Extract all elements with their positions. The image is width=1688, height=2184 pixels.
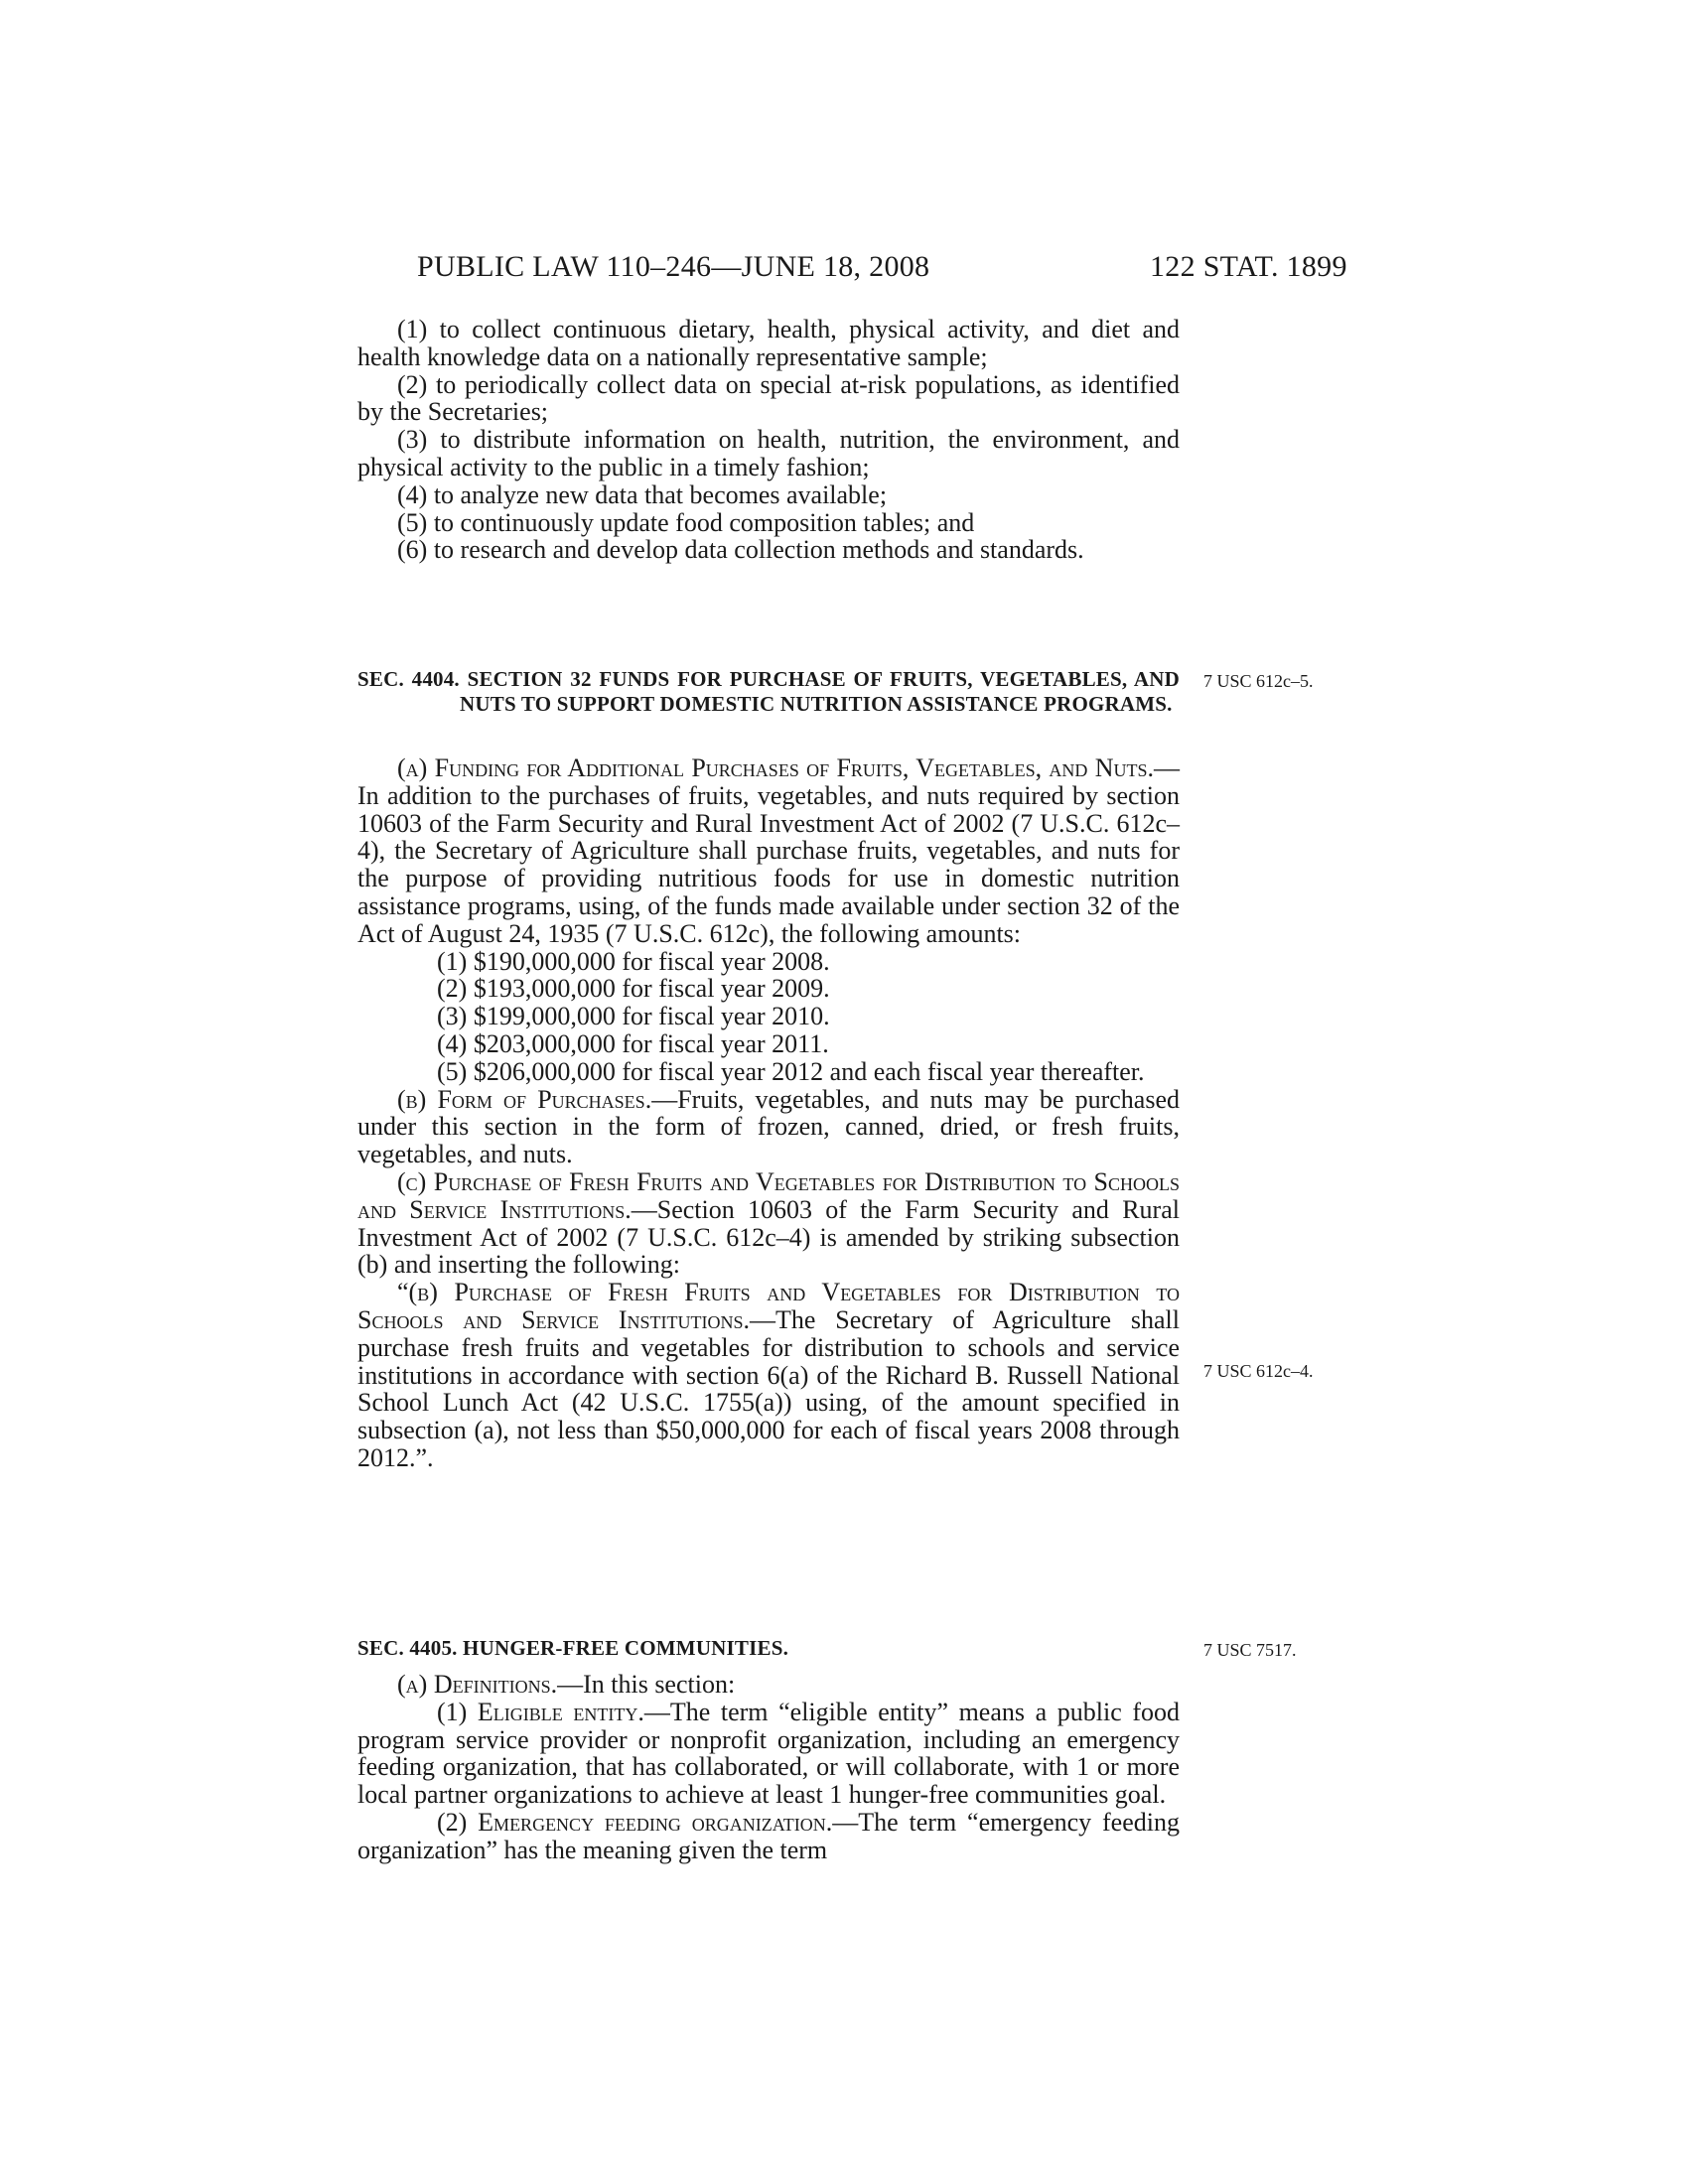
subsection-b bbox=[357, 1086, 1180, 1168]
list-item: (6) to research and develop data collection methods and standards. bbox=[397, 535, 1084, 565]
section-4405-heading-block bbox=[357, 1636, 1180, 1661]
definition-2 bbox=[357, 1809, 1180, 1864]
subsection-caption: (c) Purchase of Fresh Fruits and Vegetables for Distribution to Schools and Service Institutions. bbox=[357, 1166, 1180, 1224]
amount-item: (1) $190,000,000 for fiscal year 2008. bbox=[437, 946, 830, 976]
margin-citation: 7 USC 7517. bbox=[1203, 1640, 1297, 1660]
amount-item: (4) $203,000,000 for fiscal year 2011. bbox=[437, 1028, 829, 1058]
subsection-caption: (a) Definitions. bbox=[397, 1670, 558, 1699]
subsection-caption: “(b) Purchase of Fresh Fruits and Vegetables for Distribution to Schools and Service Institutions. bbox=[357, 1278, 1180, 1334]
subsection-caption: (a) Funding for Additional Purchases of Fruits, Vegetables, and Nuts. bbox=[397, 753, 1154, 782]
section-4404-heading-block bbox=[357, 667, 1180, 717]
section-4405-body bbox=[357, 1671, 1180, 1864]
amount-item: (2) $193,000,000 for fiscal year 2009. bbox=[437, 974, 830, 1004]
list-item: (2) to periodically collect data on special at-risk populations, as identified by the Secretaries; bbox=[357, 369, 1180, 427]
definition-caption: (1) Eligible entity. bbox=[437, 1697, 644, 1726]
definition-text: —The term “eligible entity” means a public food program service provider or nonprofit organization, including an emergency feeding organization, that has collaborated, or will collaborate, with 1 or more local partner organizations to achieve at least 1 hunger-free communities goal. bbox=[357, 1697, 1180, 1810]
list-item: (1) to collect continuous dietary, health, physical activity, and diet and health knowledge data on a nationally representative sample; bbox=[357, 315, 1180, 371]
page-stat-number: 122 STAT. 1899 bbox=[1150, 250, 1347, 283]
subsection-text: —The Secretary of Agriculture shall purchase fresh fruits and vegetables for distribution to schools and service institutions in accordance with section 6(a) of the Richard B. Russell National School Lunch Act (42 U.S.C. 1755(a)) using, of the amount specified in subsection (a), not less than $50,000,000 for each of fiscal years 2008 through 2012.”. bbox=[357, 1304, 1180, 1472]
subsection-text: —In this section: bbox=[557, 1670, 736, 1699]
subsection-a bbox=[357, 1671, 1180, 1699]
list-item: (3) to distribute information on health, nutrition, the environment, and physical activity to the public in a timely fashion; bbox=[357, 425, 1180, 481]
list-item: (5) to continuously update food composition tables; and bbox=[397, 507, 975, 537]
top-list bbox=[357, 316, 1180, 564]
subsection-text: —Section 10603 of the Farm Security and Rural Investment Act of 2002 (7 U.S.C. 612c–4) is amended by striking subsection (b) and inserting the following: bbox=[357, 1194, 1180, 1280]
section-heading: SEC. 4405. HUNGER-FREE COMMUNITIES. bbox=[357, 1636, 789, 1660]
quoted-subsection-b bbox=[357, 1279, 1180, 1472]
margin-citation: 7 USC 612c–4. bbox=[1203, 1361, 1314, 1381]
subsection-text: —In addition to the purchases of fruits, vegetables, and nuts required by section 10603 of the Farm Security and Rural Investment Act of 2002 (7 U.S.C. 612c–4), the Secretary of Agriculture shall purchase fruits, vegetables, and nuts for the purpose of providing nutritious foods for use in domestic nutrition assistance programs, using, of the funds made available under section 32 of the Act of August 24, 1935 (7 U.S.C. 612c), the following amounts: bbox=[357, 753, 1180, 948]
section-4404-body bbox=[357, 754, 1180, 1472]
list-item: (4) to analyze new data that becomes available; bbox=[397, 479, 888, 509]
subsection-a bbox=[357, 754, 1180, 948]
amount-item: (3) $199,000,000 for fiscal year 2010. bbox=[437, 1002, 830, 1031]
amount-item: (5) $206,000,000 for fiscal year 2012 and each fiscal year thereafter. bbox=[437, 1056, 1145, 1086]
definition-text: —The term “emergency feeding organization” has the meaning given the term bbox=[357, 1807, 1180, 1864]
running-header-title: PUBLIC LAW 110–246—JUNE 18, 2008 bbox=[417, 250, 930, 283]
subsection-c bbox=[357, 1168, 1180, 1279]
section-heading: SEC. 4404. SECTION 32 FUNDS FOR PURCHASE OF FRUITS, VEGETABLES, AND NUTS TO SUPPORT DOMESTIC NUTRITION ASSISTANCE PROGRAMS. bbox=[357, 667, 1180, 716]
margin-citation: 7 USC 612c–5. bbox=[1203, 671, 1314, 691]
subsection-caption: (b) Form of Purchases. bbox=[397, 1084, 652, 1114]
subsection-text: —Fruits, vegetables, and nuts may be purchased under this section in the form of frozen, canned, dried, or fresh fruits, vegetables, and nuts. bbox=[357, 1084, 1180, 1169]
definition-1 bbox=[357, 1699, 1180, 1809]
definition-caption: (2) Emergency feeding organization. bbox=[437, 1807, 833, 1837]
